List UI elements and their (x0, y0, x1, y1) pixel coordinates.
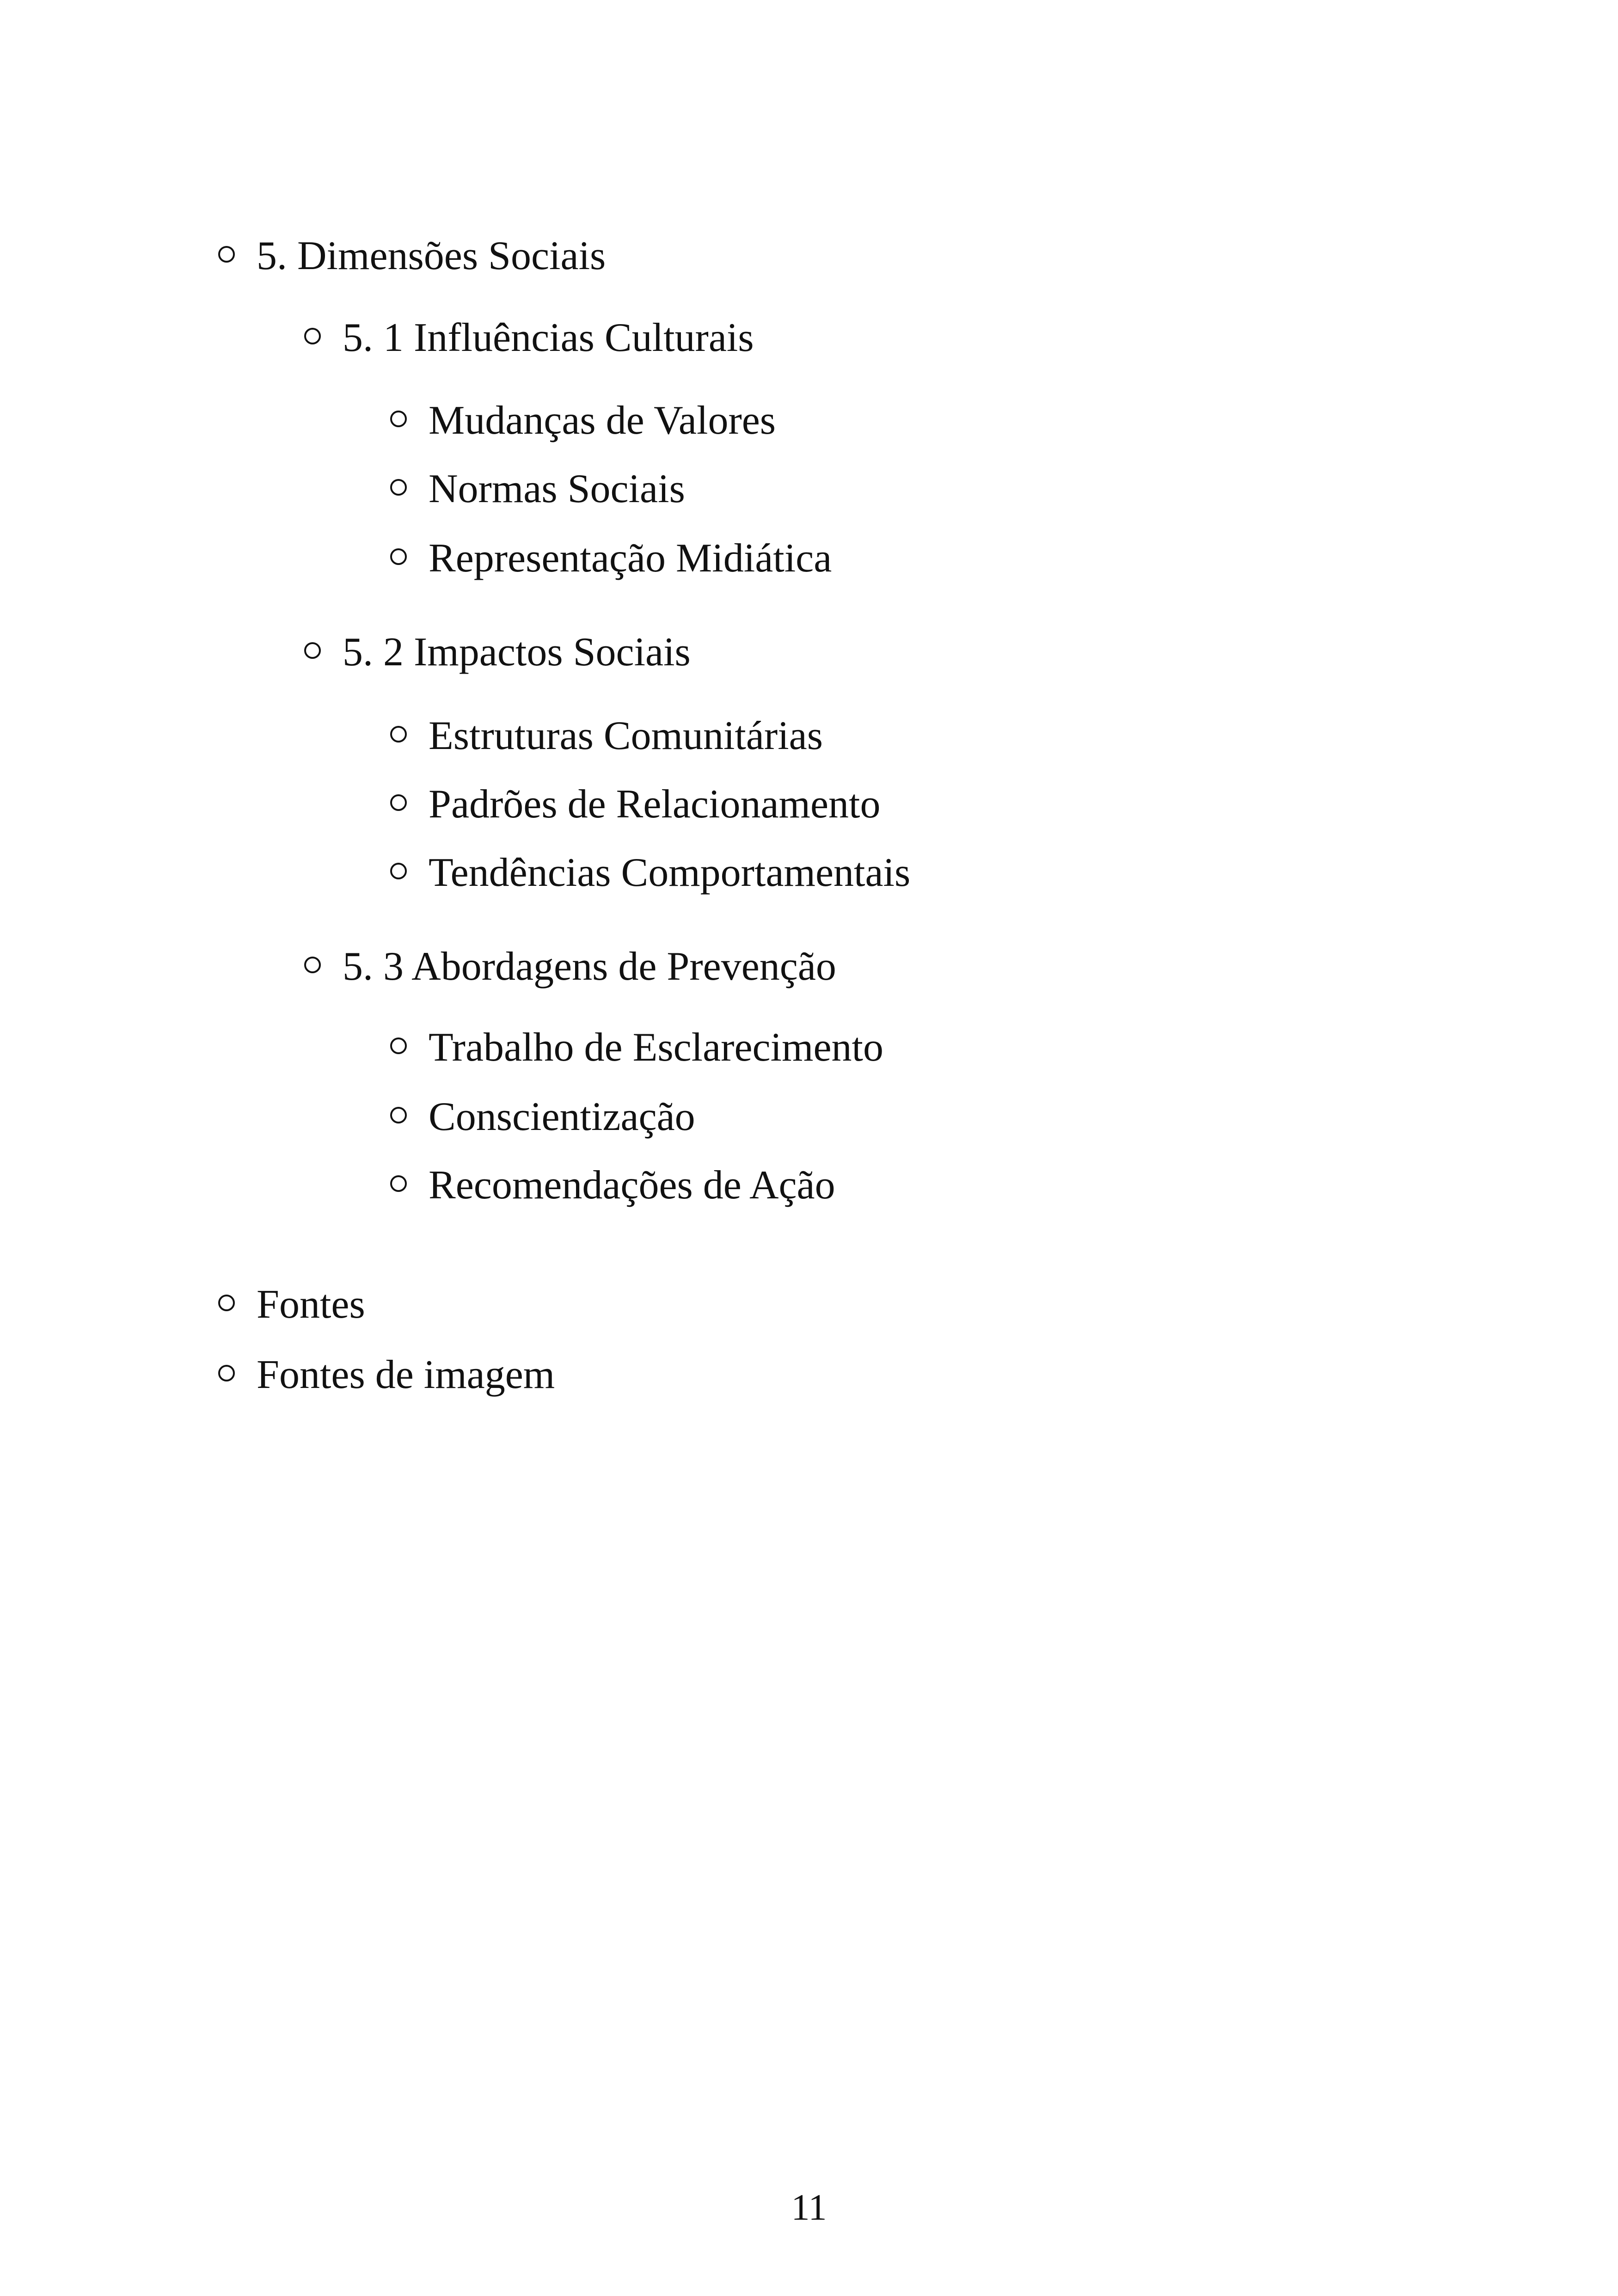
circle-bullet-icon (390, 1175, 407, 1192)
toc-section-5-1-link[interactable]: 5. 1 Influências Culturais (343, 315, 754, 360)
toc-item-link[interactable]: Representação Midiática (429, 536, 832, 581)
toc-item-link[interactable]: Padrões de Relacionamento (429, 782, 881, 827)
circle-bullet-icon (218, 1365, 235, 1381)
circle-bullet-icon (390, 548, 407, 565)
circle-bullet-icon (304, 328, 321, 344)
circle-bullet-icon (390, 411, 407, 427)
circle-bullet-icon (304, 642, 321, 659)
circle-bullet-icon (218, 1295, 235, 1311)
toc-section-5-3-link[interactable]: 5. 3 Abordagens de Prevenção (343, 944, 836, 989)
circle-bullet-icon (390, 794, 407, 811)
circle-bullet-icon (390, 1107, 407, 1123)
circle-bullet-icon (390, 863, 407, 879)
toc-item-link[interactable]: Normas Sociais (429, 467, 685, 511)
toc-item-link[interactable]: Estruturas Comunitárias (429, 713, 823, 758)
toc-item-link[interactable]: Mudanças de Valores (429, 398, 776, 443)
page-number: 11 (791, 2187, 827, 2228)
toc-item-link[interactable]: Recomendações de Ação (429, 1163, 835, 1208)
circle-bullet-icon (390, 1037, 407, 1054)
circle-bullet-icon (390, 726, 407, 743)
toc-section-5-2-link[interactable]: 5. 2 Impactos Sociais (343, 630, 691, 675)
circle-bullet-icon (390, 479, 407, 496)
toc-sources-link[interactable]: Fontes (257, 1282, 365, 1327)
toc-item-link[interactable]: Conscientização (429, 1094, 695, 1139)
toc-item-link[interactable]: Tendências Comportamentais (429, 850, 911, 895)
toc-section-5-link[interactable]: 5. Dimensões Sociais (257, 233, 606, 278)
circle-bullet-icon (218, 246, 235, 263)
toc-item-link[interactable]: Trabalho de Esclarecimento (429, 1025, 883, 1070)
toc-image-sources-link[interactable]: Fontes de imagem (257, 1352, 555, 1397)
circle-bullet-icon (304, 957, 321, 973)
